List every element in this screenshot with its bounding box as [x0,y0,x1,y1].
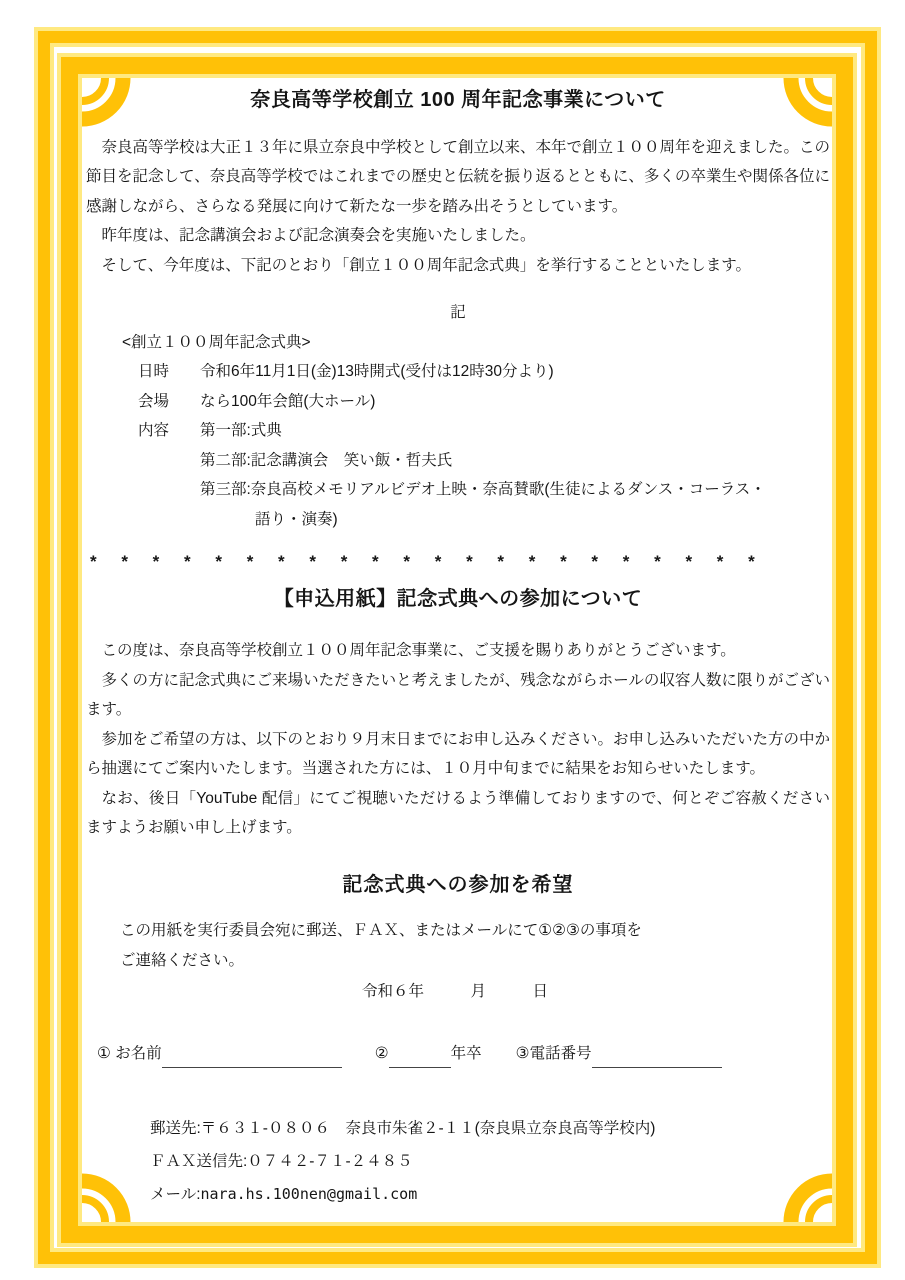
field2-number: ② [374,1044,389,1062]
event-heading: <創立１００周年記念式典> [122,333,311,351]
intro-paragraph: 奈良高等学校は大正１３年に県立奈良中学校として創立以来、本年で創立１００周年を迎えました。この節目を記念して、奈良高等学校ではこれまでの歴史と伝統を振り返るとともに、多くの卒業生や関係各位に感謝しながら、さらなる発展に向けて新たな一歩を踏み出そうとしています。 [86,138,831,215]
field1-number: ① [97,1044,111,1062]
program-part3: 第三部:奈良高校メモリアルビデオ上映・奈高賛歌(生徒によるダンス・コーラス・ [200,481,766,498]
email-label: メール: [150,1186,201,1203]
phone-field-blank[interactable] [592,1049,722,1068]
graduation-year-field-blank[interactable] [389,1049,451,1068]
program-label: 内容 [138,422,170,439]
application-section-title: 【申込用紙】記念式典への参加について [273,587,643,610]
name-field-blank[interactable] [162,1049,342,1068]
venue-label: 会場 [138,392,170,410]
notice-marker: 記 [450,304,466,321]
field2-suffix: 年卒 [450,1044,482,1062]
participation-form-title: 記念式典への参加を希望 [342,873,574,896]
email-address: nara.hs.100nen@gmail.com [200,1185,418,1203]
form-date-line: 令和６年 月 日 [362,983,549,1000]
email-line [150,1178,830,1211]
fax-line: ＦＡＸ送信先:０７４２-７１-２４８５ [150,1153,413,1170]
form-instruction-line1: この用紙を実行委員会宛に郵送、ＦＡＸ、またはメールにて①②③の事項を [120,922,642,939]
document-body [86,82,830,1218]
event-program-row [122,416,830,446]
asterisk-separator: * * * * * * * * * * * * * * * * * * * * * * [90,552,755,571]
program-part3-continued: 語り・演奏) [255,510,338,528]
page-title: 奈良高等学校創立 100 周年記念事業について [250,89,666,111]
apply-paragraph-lottery: 参加をご希望の方は、以下のとおり９月末日までにお申し込みください。お申し込みいただいた方の中から抽選にてご案内いたします。当選された方には、１０月中旬までに結果をお知らせいたします。 [86,730,831,777]
program-part1: 第一部:式典 [200,422,282,439]
event-venue-row [122,387,830,417]
postal-address-line: 郵送先:〒６３１-０８０６ 奈良市朱雀２-１１(奈良県立奈良高等学校内) [150,1120,656,1137]
form-fields-row [86,1039,830,1069]
apply-paragraph-capacity: 多くの方に記念式典にご来場いただきたいと考えましたが、残念ながらホールの収容人数に限りがございます。 [86,671,830,718]
intro-line-this-year: そして、今年度は、下記のとおり「創立１００周年記念式典」を挙行することといたします。 [101,256,751,274]
field3-label: 電話番号 [529,1044,592,1062]
event-details [122,328,830,535]
apply-paragraph-thanks: この度は、奈良高等学校創立１００周年記念事業に、ご支援を賜りありがとうございます。 [101,642,736,659]
intro-line-last-year: 昨年度は、記念講演会および記念演奏会を実施いたしました。 [101,227,536,244]
program-part2: 第二部:記念講演会 笑い飯・哲夫氏 [200,451,453,469]
contact-block [86,1112,830,1211]
datetime-value: 令和6年11月1日(金)13時開式(受付は12時30分より) [200,363,554,380]
apply-paragraph-youtube: なお、後日「YouTube 配信」にてご視聴いただけるよう準備しておりますので、何とぞご容赦くださいますようお願い申し上げます。 [86,789,830,836]
field3-number: ③ [515,1044,530,1062]
event-datetime-row [122,357,830,387]
venue-value: なら100年会館(大ホール) [200,392,376,410]
datetime-label: 日時 [138,363,170,380]
field1-label: お名前 [115,1044,162,1062]
form-instruction-line2: ご連絡ください。 [120,951,245,969]
